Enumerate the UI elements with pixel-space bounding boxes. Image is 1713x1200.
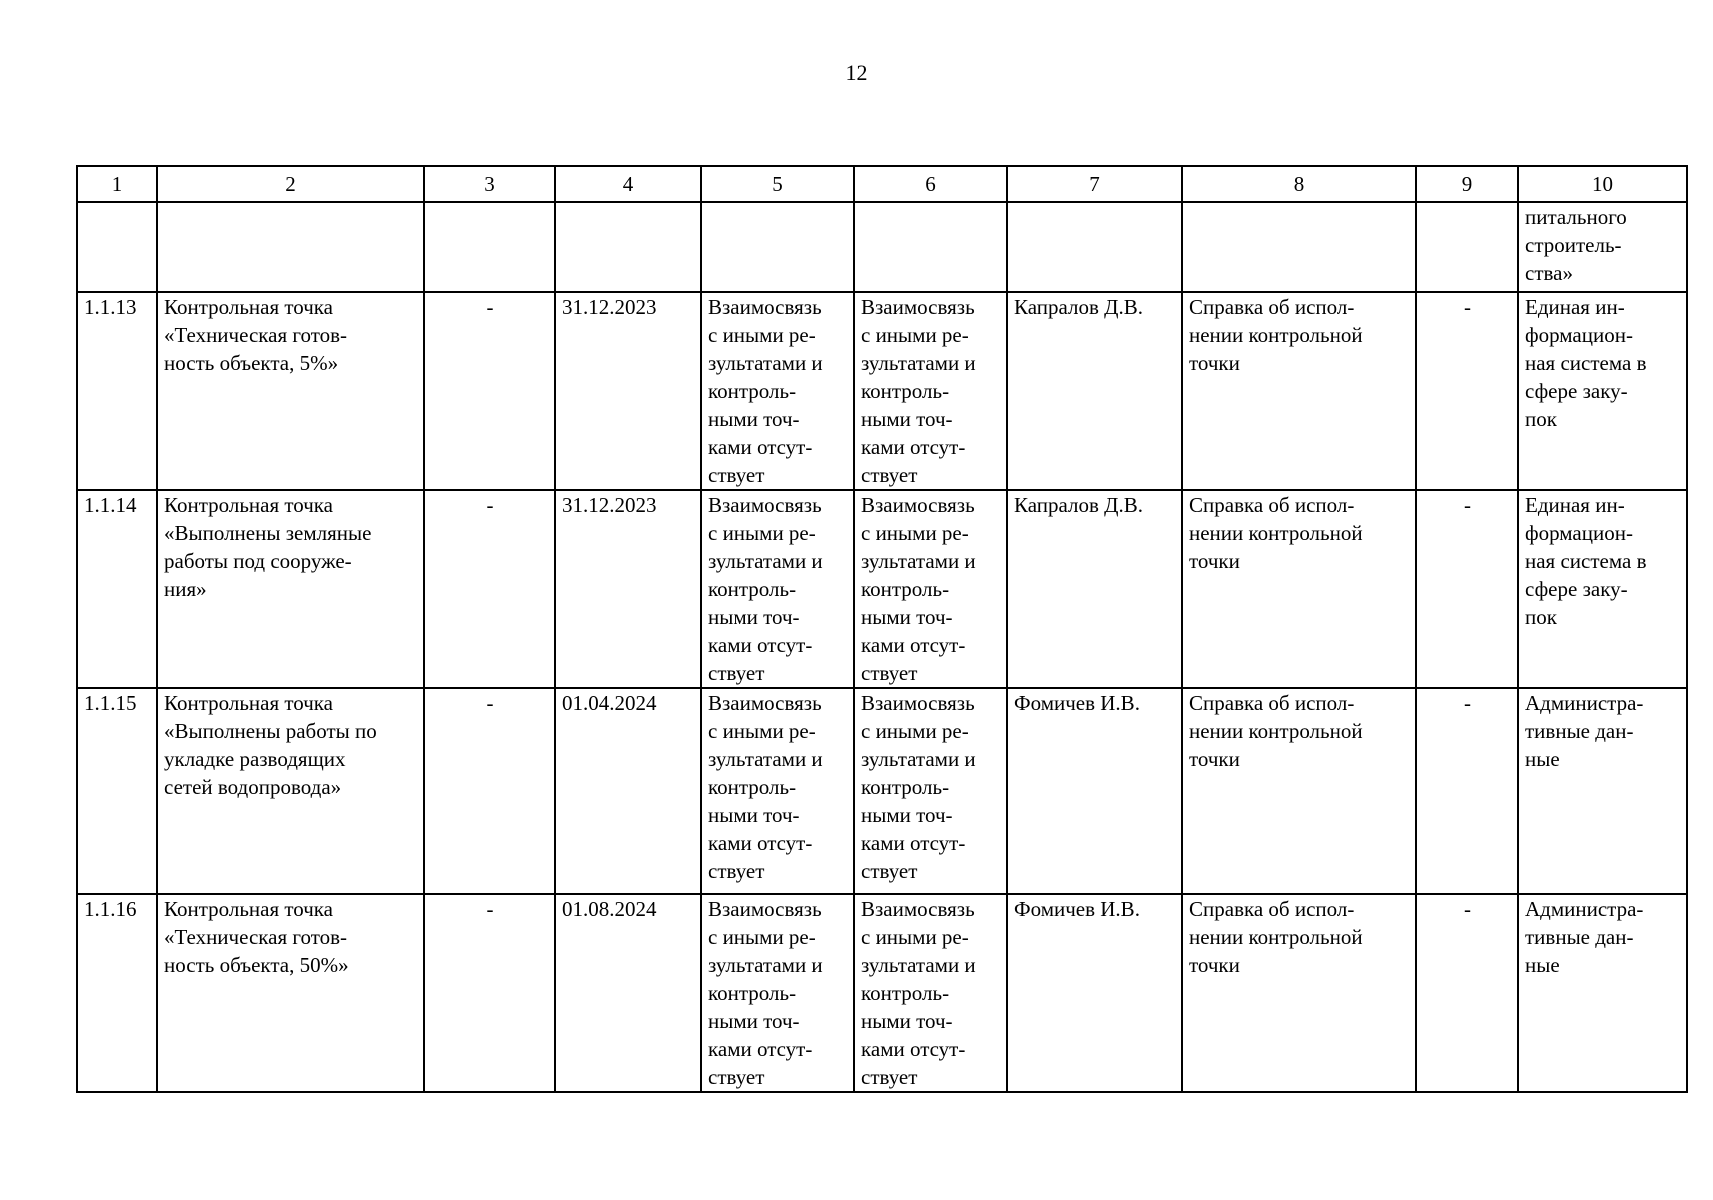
column-header-7: 7 (1007, 166, 1182, 202)
control-point-title-cell: Контрольная точка «Техническая готов- ность объекта, 5%» (157, 292, 424, 490)
column-header-6: 6 (854, 166, 1007, 202)
document-cell: Справка об испол- нении контрольной точки (1182, 292, 1416, 490)
table-row (77, 490, 1687, 688)
continued-source-cell: питального строитель- ства» (1518, 202, 1687, 292)
source-cell: Администра- тивные дан- ные (1518, 688, 1687, 894)
relation-cell: Взаимосвязь с иными ре- зультатами и контроль- ными точ- ками отсут- ствует (854, 490, 1007, 688)
table-row (77, 292, 1687, 490)
control-point-title-cell: Контрольная точка «Техническая готов- ность объекта, 50%» (157, 894, 424, 1092)
column-header-2: 2 (157, 166, 424, 202)
column-3-cell: - (424, 894, 555, 1092)
row-number-cell: 1.1.13 (77, 292, 157, 490)
table-row (77, 894, 1687, 1092)
empty-cell (424, 202, 555, 292)
row-number-cell: 1.1.14 (77, 490, 157, 688)
column-header-9: 9 (1416, 166, 1518, 202)
column-header-3: 3 (424, 166, 555, 202)
row-number-cell: 1.1.16 (77, 894, 157, 1092)
responsible-cell: Капралов Д.В. (1007, 490, 1182, 688)
relation-cell: Взаимосвязь с иными ре- зультатами и контроль- ными точ- ками отсут- ствует (854, 292, 1007, 490)
column-9-cell: - (1416, 490, 1518, 688)
responsible-cell: Фомичев И.В. (1007, 688, 1182, 894)
source-cell: Администра- тивные дан- ные (1518, 894, 1687, 1092)
date-cell: 01.04.2024 (555, 688, 701, 894)
responsible-cell: Капралов Д.В. (1007, 292, 1182, 490)
relation-cell: Взаимосвязь с иными ре- зультатами и контроль- ными точ- ками отсут- ствует (701, 894, 854, 1092)
source-cell: Единая ин- формацион- ная система в сфере заку- пок (1518, 292, 1687, 490)
column-9-cell: - (1416, 688, 1518, 894)
relation-cell: Взаимосвязь с иными ре- зультатами и контроль- ными точ- ками отсут- ствует (854, 688, 1007, 894)
page-number: 12 (845, 60, 868, 85)
column-header-10: 10 (1518, 166, 1687, 202)
control-points-table (76, 165, 1688, 1093)
column-header-5: 5 (701, 166, 854, 202)
column-9-cell: - (1416, 894, 1518, 1092)
document-cell: Справка об испол- нении контрольной точки (1182, 894, 1416, 1092)
relation-cell: Взаимосвязь с иными ре- зультатами и контроль- ными точ- ками отсут- ствует (701, 490, 854, 688)
column-3-cell: - (424, 292, 555, 490)
empty-cell (157, 202, 424, 292)
source-cell: Единая ин- формацион- ная система в сфере заку- пок (1518, 490, 1687, 688)
document-cell: Справка об испол- нении контрольной точки (1182, 688, 1416, 894)
empty-cell (854, 202, 1007, 292)
date-cell: 31.12.2023 (555, 490, 701, 688)
control-point-title-cell: Контрольная точка «Выполнены работы по укладке разводящих сетей водопровода» (157, 688, 424, 894)
column-header-8: 8 (1182, 166, 1416, 202)
column-3-cell: - (424, 688, 555, 894)
empty-cell (77, 202, 157, 292)
column-3-cell: - (424, 490, 555, 688)
empty-cell (1416, 202, 1518, 292)
relation-cell: Взаимосвязь с иными ре- зультатами и контроль- ными точ- ками отсут- ствует (701, 688, 854, 894)
header-row (77, 166, 1687, 202)
control-point-title-cell: Контрольная точка «Выполнены земляные работы под сооруже- ния» (157, 490, 424, 688)
empty-cell (1007, 202, 1182, 292)
document-cell: Справка об испол- нении контрольной точки (1182, 490, 1416, 688)
column-header-1: 1 (77, 166, 157, 202)
date-cell: 31.12.2023 (555, 292, 701, 490)
table-row (77, 688, 1687, 894)
relation-cell: Взаимосвязь с иными ре- зультатами и контроль- ными точ- ками отсут- ствует (701, 292, 854, 490)
continuation-row (77, 202, 1687, 292)
date-cell: 01.08.2024 (555, 894, 701, 1092)
empty-cell (701, 202, 854, 292)
responsible-cell: Фомичев И.В. (1007, 894, 1182, 1092)
row-number-cell: 1.1.15 (77, 688, 157, 894)
empty-cell (1182, 202, 1416, 292)
relation-cell: Взаимосвязь с иными ре- зультатами и контроль- ными точ- ками отсут- ствует (854, 894, 1007, 1092)
column-9-cell: - (1416, 292, 1518, 490)
empty-cell (555, 202, 701, 292)
column-header-4: 4 (555, 166, 701, 202)
